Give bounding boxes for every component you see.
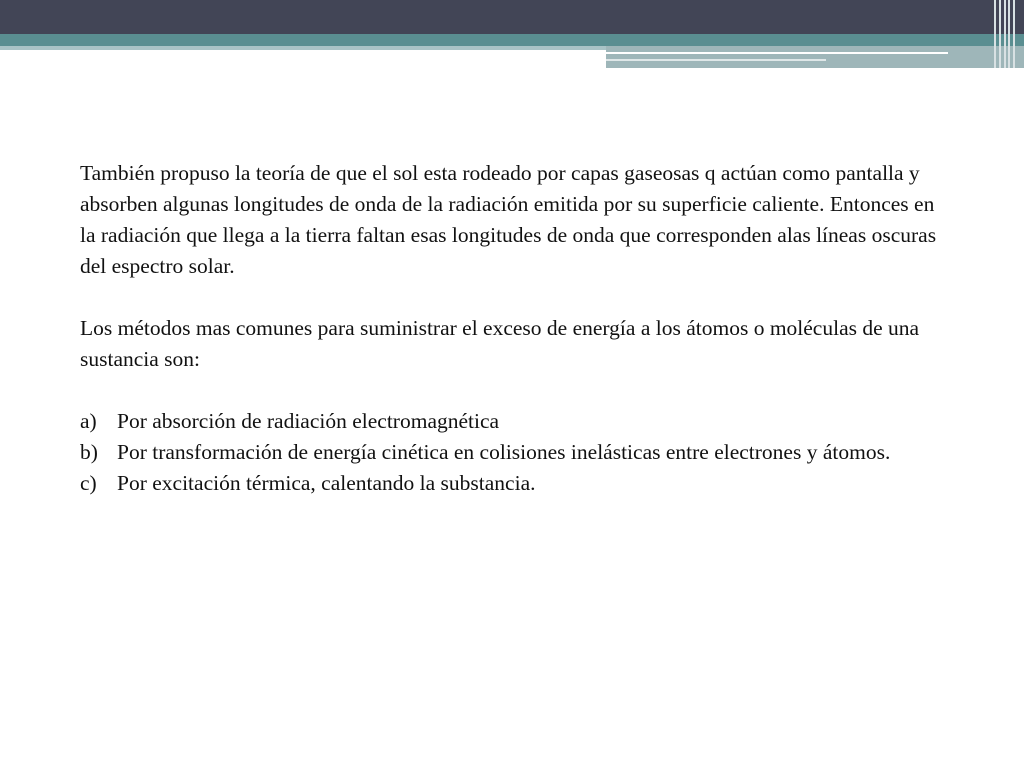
list-item-text: Por absorción de radiación electromagnética (117, 409, 500, 433)
list-item-text: Por transformación de energía cinética en colisiones inelásticas entre electrones y átomos. (117, 440, 891, 464)
header-teal-band (0, 34, 1024, 46)
list-item (80, 437, 940, 468)
list-item (80, 468, 940, 499)
header-light-band (0, 46, 606, 50)
method-list (80, 406, 940, 499)
header-vertical-stripes (990, 0, 1024, 68)
paragraph: También propuso la teoría de que el sol esta rodeado por capas gaseosas q actúan como pantalla y absorben algunas longitudes de onda de la radiación emitida por su superficie caliente. Entonces en la radiación que llega a la tierra faltan esas longitudes de onda que corresponden alas líneas oscuras del espectro solar. (80, 161, 937, 278)
list-item (80, 406, 940, 437)
header-white-line (606, 52, 948, 54)
header-dark-band (0, 0, 1024, 34)
list-item-text: Por excitación térmica, calentando la substancia. (117, 471, 536, 495)
list-marker: c) (80, 471, 97, 495)
slide-body (80, 158, 940, 499)
list-marker: a) (80, 409, 97, 433)
header-white-line (606, 59, 826, 61)
list-marker: b) (80, 440, 98, 464)
header-gray-band (606, 46, 1024, 68)
paragraph: Los métodos mas comunes para suministrar el exceso de energía a los átomos o moléculas de una sustancia son: (80, 316, 920, 371)
